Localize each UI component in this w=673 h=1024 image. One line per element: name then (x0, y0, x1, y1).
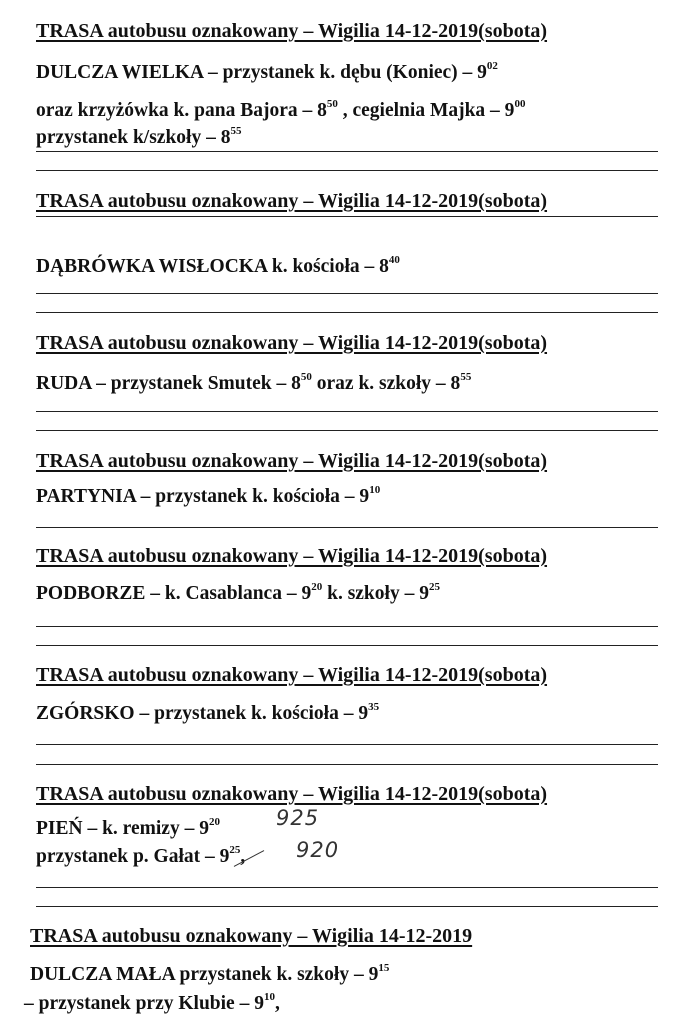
section-heading: TRASA autobusu oznakowany – Wigilia 14-12-2019(sobota) (36, 20, 548, 42)
route-line: DĄBRÓWKA WISŁOCKA k. kościoła – $8^{40}$ (36, 253, 400, 277)
divider-line (36, 411, 658, 412)
route-line: ZGÓRSKO – przystanek k. kościoła – $9^{35}$ (36, 700, 380, 724)
route-line: PARTYNIA – przystanek k. kościoła – $9^{10}$ (36, 483, 381, 507)
route-line: RUDA – przystanek Smutek – $8^{50}$ oraz k. szkoły – $8^{55}$ (36, 370, 472, 394)
route-line: PIEŃ – k. remizy – $9^{20}$ (36, 815, 220, 839)
section-heading: TRASA autobusu oznakowany – Wigilia 14-12-2019(sobota) (36, 783, 548, 805)
route-line: DULCZA WIELKA – przystanek k. dębu (Koniec) – $9^{02}$ (36, 59, 498, 83)
route-line: PODBORZE – k. Casablanca – $9^{20}$ k. szkoły – $9^{25}$ (36, 580, 440, 604)
divider-line (36, 764, 658, 765)
divider-line (36, 626, 658, 627)
divider-line (36, 645, 658, 646)
route-line: DULCZA MAŁA przystanek k. szkoły – $9^{15}$ (30, 961, 390, 985)
section-heading: TRASA autobusu oznakowany – Wigilia 14-12-2019 (30, 925, 473, 947)
divider-line (36, 312, 658, 313)
handwritten-note: 925 (276, 806, 320, 830)
section-heading: TRASA autobusu oznakowany – Wigilia 14-12-2019(sobota) (36, 190, 548, 212)
section-heading: TRASA autobusu oznakowany – Wigilia 14-12-2019(sobota) (36, 450, 548, 472)
section-heading: TRASA autobusu oznakowany – Wigilia 14-12-2019(sobota) (36, 664, 548, 686)
handwritten-note: 920 (296, 838, 340, 862)
divider-line (36, 151, 658, 152)
divider-line (36, 744, 658, 745)
route-line: przystanek p. Gałat – $9^{25}$, (36, 843, 246, 867)
route-line: przystanek k/szkoły – $8^{55}$ (36, 124, 242, 148)
section-heading: TRASA autobusu oznakowany – Wigilia 14-12-2019(sobota) (36, 545, 548, 567)
divider-line (36, 527, 658, 528)
section-heading: TRASA autobusu oznakowany – Wigilia 14-12-2019(sobota) (36, 332, 548, 354)
divider-line (36, 887, 658, 888)
route-line: oraz krzyżówka k. pana Bajora – $8^{50}$ , cegielnia Majka – $9^{00}$ (36, 97, 526, 121)
divider-line (36, 293, 658, 294)
divider-line (36, 906, 658, 907)
divider-line (36, 430, 658, 431)
divider-line (36, 170, 658, 171)
route-line: – przystanek przy Klubie – $9^{10}$, (24, 990, 280, 1014)
divider-line (36, 216, 658, 217)
